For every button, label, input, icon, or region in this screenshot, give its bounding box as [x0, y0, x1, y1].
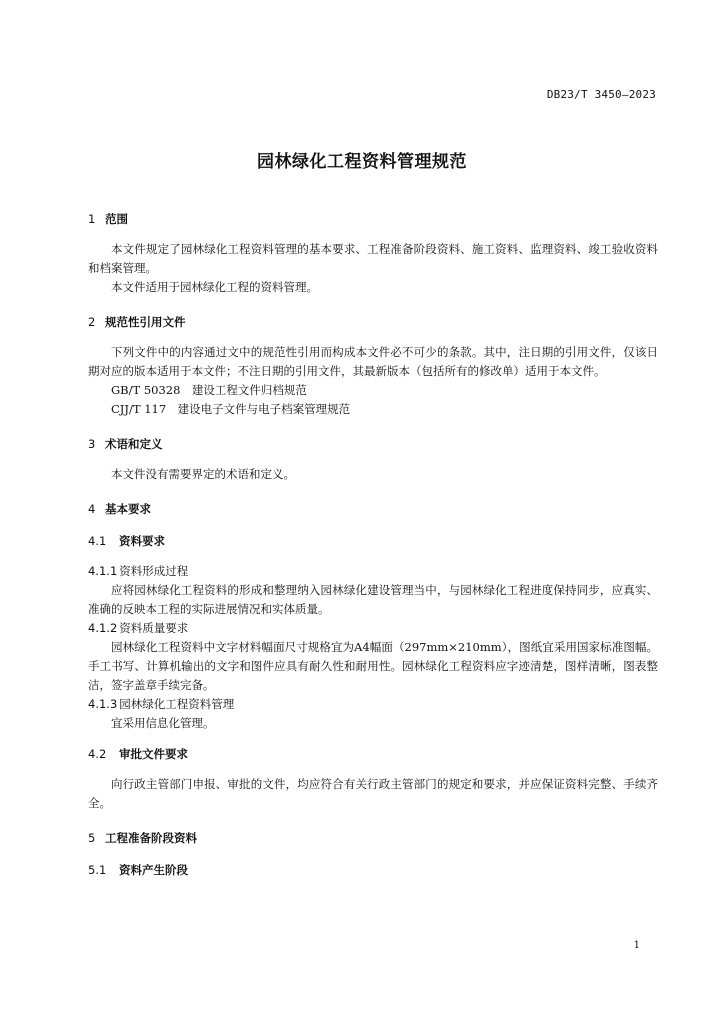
section-number: 4.1.3 — [88, 697, 118, 711]
section-number: 4.1.2 — [88, 621, 118, 635]
section-number: 1 — [88, 212, 96, 226]
section-heading-2 — [88, 311, 658, 333]
document-title: 园林绿化工程资料管理规范 — [257, 152, 467, 172]
section-title: 资料形成过程 — [119, 564, 189, 578]
clause-heading-4-1-3 — [88, 695, 658, 714]
normative-reference: CJJ/T 117 建设电子文件与电子档案管理规范 — [111, 402, 351, 416]
section-title: 审批文件要求 — [119, 747, 188, 761]
paragraph: 宜采用信息化管理。 — [111, 716, 215, 730]
clause-heading-4-1-1 — [88, 562, 658, 581]
section-title: 工程准备阶段资料 — [105, 831, 197, 845]
document-body — [88, 208, 658, 881]
section-title: 范围 — [105, 212, 128, 226]
paragraph: 向行政主管部门申报、审批的文件，均应符合有关行政主管部门的规定和要求，并应保证资料完整、手续齐全。 — [88, 777, 658, 810]
subsection-heading-5-1 — [88, 859, 658, 881]
paragraph: 本文件没有需要界定的术语和定义。 — [111, 467, 295, 481]
section-number: 4 — [88, 502, 96, 516]
subsection-heading-4-1 — [88, 530, 658, 552]
normative-reference: GB/T 50328 建设工程文件归档规范 — [111, 383, 307, 397]
section-number: 5.1 — [88, 863, 107, 877]
section-title: 术语和定义 — [105, 437, 163, 451]
standard-code: DB23/T 3450—2023 — [546, 88, 656, 101]
section-title: 资料质量要求 — [119, 621, 189, 635]
section-number: 5 — [88, 831, 96, 845]
section-number: 2 — [88, 315, 96, 329]
paragraph: 下列文件中的内容通过文中的规范性引用而构成本文件必不可少的条款。其中，注日期的引用文件，仅该日期对应的版本适用于本文件；不注日期的引用文件，其最新版本（包括所有的修改单）适用于本文件。 — [88, 345, 658, 378]
section-heading-1 — [88, 208, 658, 230]
section-number: 4.1 — [88, 534, 107, 548]
section-title: 资料要求 — [119, 534, 165, 548]
section-heading-4 — [88, 498, 658, 520]
section-number: 3 — [88, 437, 96, 451]
section-heading-5 — [88, 827, 658, 849]
section-title: 规范性引用文件 — [105, 315, 186, 329]
paragraph: 园林绿化工程资料中文字材料幅面尺寸规格宜为A4幅面（297mm×210mm），图纸宜采用国家标准图幅。手工书写、计算机输出的文字和图件应具有耐久性和耐用性。园林绿化工程资料应字迹清楚，图样清晰，图表整洁，签字盖章手续完备。 — [88, 640, 658, 692]
paragraph: 应将园林绿化工程资料的形成和整理纳入园林绿化建设管理当中，与园林绿化工程进度保持同步，应真实、准确的反映本工程的实际进展情况和实体质量。 — [88, 583, 658, 616]
section-heading-3 — [88, 433, 658, 455]
section-title: 资料产生阶段 — [119, 863, 188, 877]
clause-heading-4-1-2 — [88, 619, 658, 638]
section-title: 基本要求 — [105, 502, 151, 516]
paragraph: 本文件规定了园林绿化工程资料管理的基本要求、工程准备阶段资料、施工资料、监理资料、竣工验收资料和档案管理。 — [88, 242, 658, 275]
subsection-heading-4-2 — [88, 743, 658, 765]
page-number: 1 — [633, 940, 640, 951]
section-number: 4.1.1 — [88, 564, 118, 578]
paragraph: 本文件适用于园林绿化工程的资料管理。 — [111, 280, 318, 294]
section-number: 4.2 — [88, 747, 107, 761]
section-title: 园林绿化工程资料管理 — [119, 697, 235, 711]
